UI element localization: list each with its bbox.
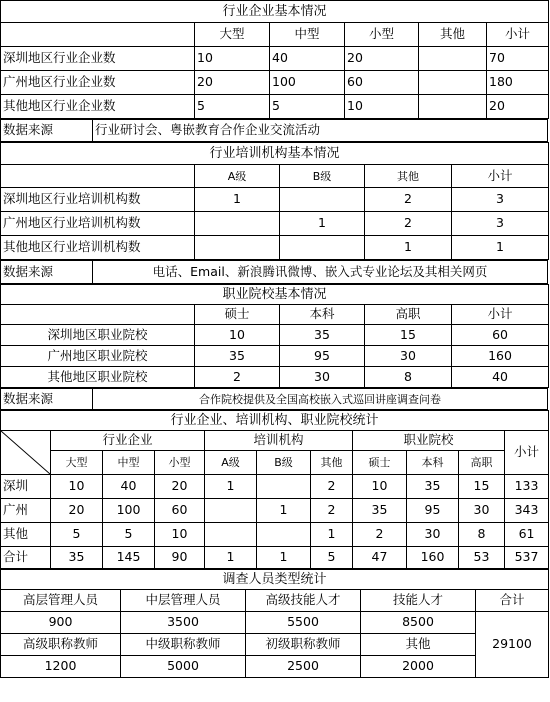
source-text: 合作院校提供及全国高校嵌入式巡回讲座调查问卷	[93, 389, 548, 410]
summary-title: 行业企业、培训机构、职业院校统计	[1, 411, 549, 431]
cell: 30	[365, 346, 452, 367]
training-header-blank	[1, 165, 195, 188]
row-label: 其他地区职业院校	[1, 367, 195, 388]
personnel-value: 3500	[121, 612, 246, 634]
cell: 1	[257, 547, 311, 569]
cell: 2	[365, 212, 452, 236]
personnel-total-label: 合计	[476, 590, 549, 612]
cell: 5	[270, 95, 345, 119]
training-row	[1, 236, 549, 260]
summary-subheader: B级	[257, 451, 311, 475]
enterprise-header: 大型	[195, 23, 270, 47]
personnel-label: 高级技能人才	[246, 590, 361, 612]
cell: 537	[505, 547, 549, 569]
training-title: 行业培训机构基本情况	[1, 143, 549, 165]
enterprise-header: 小计	[487, 23, 549, 47]
cell: 47	[353, 547, 407, 569]
cell: 40	[103, 475, 155, 499]
schools-source	[0, 388, 548, 410]
cell: 10	[155, 523, 205, 547]
cell: 1	[311, 523, 353, 547]
cell: 5	[51, 523, 103, 547]
row-label: 广州地区行业培训机构数	[1, 212, 195, 236]
personnel-title: 调查人员类型统计	[1, 570, 549, 590]
row-label: 其他地区行业培训机构数	[1, 236, 195, 260]
summary-subheader: 其他	[311, 451, 353, 475]
cell: 30	[459, 499, 505, 523]
cell: 2	[365, 188, 452, 212]
enterprise-header: 中型	[270, 23, 345, 47]
personnel-value: 2500	[246, 656, 361, 678]
personnel-label: 中级职称教师	[121, 634, 246, 656]
cell: 10	[353, 475, 407, 499]
summary-row	[1, 475, 549, 499]
enterprise-row	[1, 71, 549, 95]
cell: 35	[51, 547, 103, 569]
cell: 2	[311, 499, 353, 523]
summary-subheader: A级	[205, 451, 257, 475]
schools-row	[1, 367, 549, 388]
personnel-label: 高层管理人员	[1, 590, 121, 612]
summary-row	[1, 523, 549, 547]
summary-group-header: 职业院校	[353, 431, 505, 451]
cell: 10	[195, 47, 270, 71]
cell: 5	[195, 95, 270, 119]
training-header: A级	[195, 165, 280, 188]
cell: 8	[459, 523, 505, 547]
summary-subheader: 本科	[407, 451, 459, 475]
cell: 15	[459, 475, 505, 499]
cell: 145	[103, 547, 155, 569]
personnel-total-value: 29100	[476, 612, 549, 678]
summary-group-header: 培训机构	[205, 431, 353, 451]
personnel-label: 其他	[361, 634, 476, 656]
cell: 1	[195, 188, 280, 212]
cell: 1	[365, 236, 452, 260]
training-header: 小计	[452, 165, 549, 188]
enterprise-header-blank	[1, 23, 195, 47]
row-label: 合计	[1, 547, 51, 569]
training-row	[1, 188, 549, 212]
cell: 1	[452, 236, 549, 260]
cell	[419, 71, 487, 95]
source-label: 数据来源	[1, 389, 93, 410]
training-table	[0, 142, 549, 260]
source-text: 电话、Email、新浪腾讯微博、嵌入式专业论坛及其相关网页	[93, 261, 548, 284]
schools-row	[1, 325, 549, 346]
row-label: 深圳地区职业院校	[1, 325, 195, 346]
enterprise-row	[1, 47, 549, 71]
personnel-value: 8500	[361, 612, 476, 634]
cell: 10	[345, 95, 419, 119]
summary-group-header: 行业企业	[51, 431, 205, 451]
schools-header: 本科	[280, 305, 365, 325]
cell: 2	[353, 523, 407, 547]
cell: 35	[407, 475, 459, 499]
cell	[280, 188, 365, 212]
enterprise-row	[1, 95, 549, 119]
row-label: 广州地区职业院校	[1, 346, 195, 367]
source-label: 数据来源	[1, 120, 93, 142]
source-text: 行业研讨会、粤嵌教育合作企业交流活动	[93, 120, 548, 142]
row-label: 广州	[1, 499, 51, 523]
schools-header: 高职	[365, 305, 452, 325]
schools-header-blank	[1, 305, 195, 325]
cell: 8	[365, 367, 452, 388]
cell: 20	[345, 47, 419, 71]
summary-subheader: 大型	[51, 451, 103, 475]
cell: 5	[311, 547, 353, 569]
personnel-value: 5000	[121, 656, 246, 678]
personnel-table	[0, 569, 549, 678]
cell: 90	[155, 547, 205, 569]
row-label: 深圳地区行业培训机构数	[1, 188, 195, 212]
row-label: 广州地区行业企业数	[1, 71, 195, 95]
cell: 20	[487, 95, 549, 119]
personnel-label: 高级职称教师	[1, 634, 121, 656]
enterprise-header: 小型	[345, 23, 419, 47]
cell: 40	[452, 367, 549, 388]
cell	[205, 499, 257, 523]
cell: 1	[205, 475, 257, 499]
cell: 60	[345, 71, 419, 95]
cell: 180	[487, 71, 549, 95]
cell: 35	[353, 499, 407, 523]
training-row	[1, 212, 549, 236]
cell: 60	[155, 499, 205, 523]
cell: 10	[195, 325, 280, 346]
row-label: 深圳地区行业企业数	[1, 47, 195, 71]
cell: 20	[155, 475, 205, 499]
personnel-value: 2000	[361, 656, 476, 678]
training-header: B级	[280, 165, 365, 188]
cell	[257, 475, 311, 499]
personnel-label: 技能人才	[361, 590, 476, 612]
enterprise-source	[0, 119, 548, 142]
diagonal-line	[1, 431, 50, 474]
cell: 30	[280, 367, 365, 388]
schools-table	[0, 284, 549, 388]
cell: 1	[205, 547, 257, 569]
personnel-value: 900	[1, 612, 121, 634]
cell: 61	[505, 523, 549, 547]
cell	[205, 523, 257, 547]
summary-row	[1, 499, 549, 523]
schools-row	[1, 346, 549, 367]
row-label: 其他地区行业企业数	[1, 95, 195, 119]
enterprise-title: 行业企业基本情况	[1, 1, 549, 23]
personnel-value: 5500	[246, 612, 361, 634]
training-header: 其他	[365, 165, 452, 188]
cell: 1	[280, 212, 365, 236]
training-source	[0, 260, 548, 284]
summary-table	[0, 410, 549, 569]
cell: 95	[407, 499, 459, 523]
cell: 160	[452, 346, 549, 367]
cell: 2	[195, 367, 280, 388]
cell: 10	[51, 475, 103, 499]
cell: 2	[311, 475, 353, 499]
schools-header: 小计	[452, 305, 549, 325]
cell: 100	[270, 71, 345, 95]
summary-subheader: 小型	[155, 451, 205, 475]
schools-header: 硕士	[195, 305, 280, 325]
cell: 35	[195, 346, 280, 367]
cell: 5	[103, 523, 155, 547]
personnel-label: 初级职称教师	[246, 634, 361, 656]
summary-subheader: 中型	[103, 451, 155, 475]
cell	[419, 47, 487, 71]
enterprise-header: 其他	[419, 23, 487, 47]
cell: 35	[280, 325, 365, 346]
cell: 133	[505, 475, 549, 499]
cell	[419, 95, 487, 119]
summary-subheader: 高职	[459, 451, 505, 475]
row-label: 其他	[1, 523, 51, 547]
cell: 20	[51, 499, 103, 523]
cell: 53	[459, 547, 505, 569]
cell: 3	[452, 188, 549, 212]
personnel-value: 1200	[1, 656, 121, 678]
schools-title: 职业院校基本情况	[1, 285, 549, 305]
cell: 160	[407, 547, 459, 569]
enterprise-table	[0, 0, 549, 119]
cell: 3	[452, 212, 549, 236]
cell: 95	[280, 346, 365, 367]
cell: 343	[505, 499, 549, 523]
cell: 100	[103, 499, 155, 523]
summary-total-row	[1, 547, 549, 569]
personnel-label: 中层管理人员	[121, 590, 246, 612]
cell: 1	[257, 499, 311, 523]
cell: 40	[270, 47, 345, 71]
cell: 60	[452, 325, 549, 346]
cell	[195, 212, 280, 236]
summary-corner-cell	[1, 431, 51, 475]
cell: 20	[195, 71, 270, 95]
summary-total-header: 小计	[505, 431, 549, 475]
summary-subheader: 硕士	[353, 451, 407, 475]
cell	[195, 236, 280, 260]
cell	[280, 236, 365, 260]
cell: 70	[487, 47, 549, 71]
cell: 30	[407, 523, 459, 547]
cell: 15	[365, 325, 452, 346]
row-label: 深圳	[1, 475, 51, 499]
source-label: 数据来源	[1, 261, 93, 284]
cell	[257, 523, 311, 547]
